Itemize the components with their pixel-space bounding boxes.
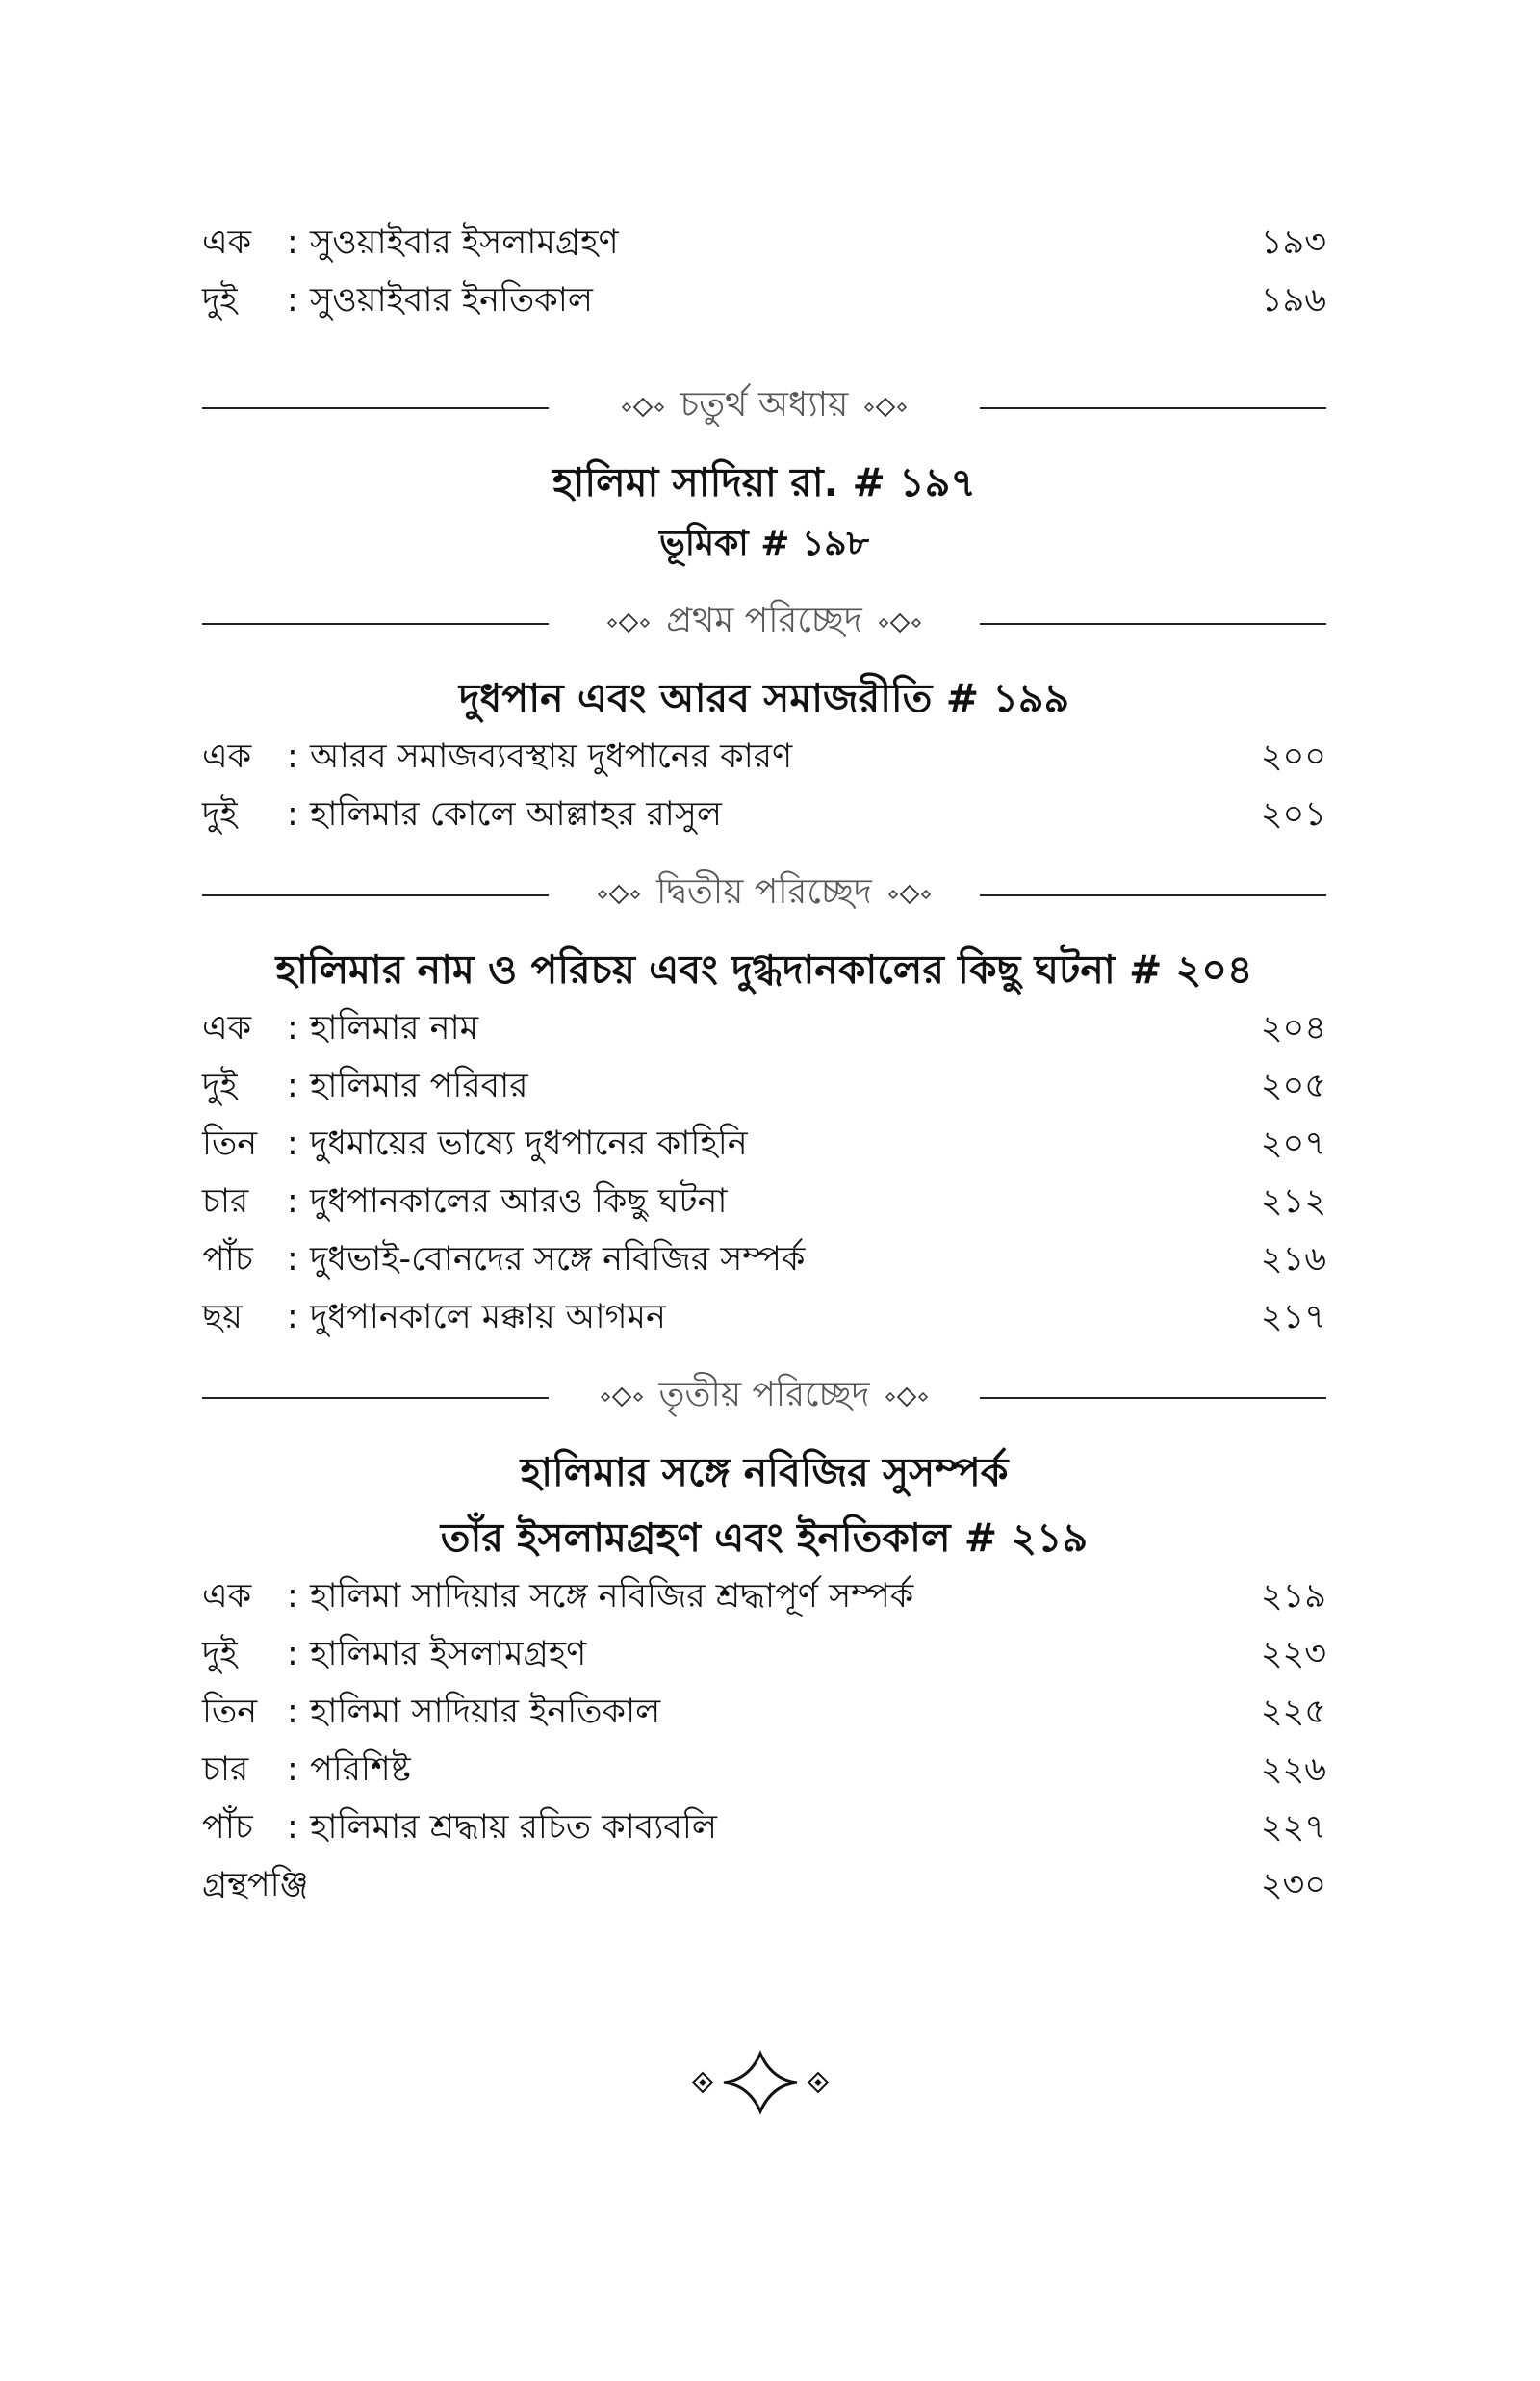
entry-separator: : <box>287 1635 298 1673</box>
entry-page-number: ২০৪ <box>1260 1009 1326 1048</box>
diamond-ornament-icon <box>619 397 667 418</box>
end-ornament-icon <box>674 2049 847 2116</box>
entry-separator: : <box>287 1577 298 1616</box>
entry-title: হালিমার নাম <box>310 1009 479 1048</box>
entry-title: হালিমার পরিবার <box>310 1067 528 1105</box>
entry-page-number: ২২৬ <box>1260 1750 1326 1789</box>
entry-separator: : <box>287 1298 298 1336</box>
entry-ordinal: দুই <box>202 1635 238 1673</box>
entry-page-number: ২১৬ <box>1260 1240 1326 1279</box>
entry-separator: : <box>287 1750 298 1789</box>
entry-ordinal: দুই <box>202 281 238 320</box>
diamond-ornament-icon <box>876 612 924 634</box>
entry-separator: : <box>287 738 298 776</box>
toc-entry-bibliography[interactable] <box>202 1856 1326 1914</box>
diamond-ornament-icon <box>595 884 643 905</box>
entry-separator: : <box>287 1693 298 1731</box>
entry-title: সুওয়াইবার ইনতিকাল <box>310 281 593 320</box>
entry-ordinal: তিন <box>202 1693 258 1731</box>
entry-ordinal: দুই <box>202 795 238 834</box>
chapter-divider <box>202 379 1326 435</box>
entry-separator: : <box>287 1182 298 1221</box>
divider-rule-left <box>202 407 549 409</box>
entry-page-number: ২২৫ <box>1260 1693 1326 1731</box>
entry-separator: : <box>287 795 298 834</box>
entry-page-number: ১৯৩ <box>1260 223 1326 262</box>
section-divider <box>202 595 1326 651</box>
toc-entry[interactable] <box>202 999 1326 1057</box>
entry-ordinal: চার <box>202 1750 249 1789</box>
diamond-ornament-icon <box>883 1386 931 1408</box>
divider-rule-right <box>980 407 1326 409</box>
entry-ordinal: চার <box>202 1182 249 1221</box>
entry-separator: : <box>287 1125 298 1163</box>
chapter-title[interactable]: হালিমা সাদিয়া রা. # ১৯৭ <box>552 459 976 505</box>
entry-ordinal: দুই <box>202 1067 238 1105</box>
entry-title: গ্রন্থপঞ্জি <box>202 1866 309 1904</box>
table-of-contents <box>202 214 1326 1914</box>
toc-entry[interactable] <box>202 1230 1326 1288</box>
section-divider <box>202 1369 1326 1425</box>
entry-title: দুধভাই-বোনদের সঙ্গে নবিজির সম্পর্ক <box>310 1240 806 1279</box>
entry-ordinal: এক <box>202 1009 252 1048</box>
entry-ordinal: তিন <box>202 1125 258 1163</box>
entry-title: পরিশিষ্ট <box>310 1750 411 1789</box>
toc-entry[interactable] <box>202 728 1326 786</box>
toc-entry[interactable] <box>202 1683 1326 1741</box>
entry-separator: : <box>287 1240 298 1279</box>
entry-page-number: ২১৯ <box>1260 1577 1326 1616</box>
entry-title: আরব সমাজব্যবস্থায় দুধপানের কারণ <box>310 738 793 776</box>
chapter-intro[interactable]: ভূমিকা # ১৯৮ <box>658 524 870 563</box>
entry-separator: : <box>287 1009 298 1048</box>
entry-title: হালিমার শ্রদ্ধায় রচিত কাব্যবলি <box>310 1808 717 1847</box>
entry-page-number: ২০১ <box>1260 795 1326 834</box>
divider-rule-left <box>202 894 549 896</box>
entry-ordinal: পাঁচ <box>202 1240 253 1279</box>
diamond-ornament-icon <box>598 1386 646 1408</box>
toc-entry[interactable] <box>202 1799 1326 1856</box>
divider-rule-right <box>980 894 1326 896</box>
entry-separator: : <box>287 223 298 262</box>
diamond-ornament-icon <box>886 884 934 905</box>
section-divider <box>202 867 1326 922</box>
entry-page-number: ২১৭ <box>1260 1298 1326 1336</box>
entry-separator: : <box>287 1808 298 1847</box>
entry-page-number: ২২৩ <box>1260 1635 1326 1673</box>
section-label: তৃতীয় পরিচ্ছেদ <box>658 1375 870 1414</box>
section-title-line-2[interactable]: তাঁর ইসলামগ্রহণ এবং ইনতিকাল # ২১৯ <box>440 1514 1089 1561</box>
entry-page-number: ২০০ <box>1260 738 1326 776</box>
entry-page-number: ২২৭ <box>1260 1808 1326 1847</box>
diamond-ornament-icon <box>604 612 653 634</box>
entry-page-number: ২০৫ <box>1260 1067 1326 1105</box>
section-label: দ্বিতীয় পরিচ্ছেদ <box>656 872 872 912</box>
entry-title: দুধমায়ের ভাষ্যে দুধপানের কাহিনি <box>310 1125 748 1163</box>
entry-title: হালিমা সাদিয়ার সঙ্গে নবিজির শ্রদ্ধাপূর্ণ সম্পর্ক <box>310 1577 914 1616</box>
entry-title: হালিমা সাদিয়ার ইনতিকাল <box>310 1693 661 1731</box>
entry-page-number: ২০৭ <box>1260 1125 1326 1163</box>
entry-title: দুধপানকালের আরও কিছু ঘটনা <box>310 1182 728 1221</box>
section-title[interactable]: দুধপান এবং আরব সমাজরীতি # ১৯৯ <box>458 675 1070 721</box>
section-title[interactable]: হালিমার সঙ্গে নবিজির সুসম্পর্ক <box>520 1449 1009 1495</box>
divider-rule-left <box>202 623 549 625</box>
toc-entry[interactable] <box>202 1173 1326 1230</box>
section-title[interactable]: হালিমার নাম ও পরিচয় এবং দুগ্ধদানকালের কিছু ঘটনা # ২০৪ <box>275 946 1253 993</box>
toc-entry[interactable] <box>202 786 1326 843</box>
toc-entry[interactable] <box>202 214 1326 272</box>
entry-separator: : <box>287 1067 298 1105</box>
entry-page-number: ২৩০ <box>1260 1866 1326 1904</box>
divider-rule-right <box>980 1397 1326 1399</box>
toc-entry[interactable] <box>202 1288 1326 1346</box>
entry-title: হালিমার কোলে আল্লাহর রাসুল <box>310 795 722 834</box>
entry-ordinal: এক <box>202 738 252 776</box>
entry-page-number: ১৯৬ <box>1260 281 1326 320</box>
diamond-ornament-icon <box>861 397 910 418</box>
toc-entry[interactable] <box>202 1057 1326 1115</box>
chapter-label: চতুর্থ অধ্যায় <box>680 385 849 425</box>
entry-separator: : <box>287 281 298 320</box>
entry-ordinal: এক <box>202 223 252 262</box>
entry-title: সুওয়াইবার ইসলামগ্রহণ <box>310 223 619 262</box>
entry-ordinal: ছয় <box>202 1298 243 1336</box>
entry-ordinal: এক <box>202 1577 252 1616</box>
toc-entry[interactable] <box>202 1115 1326 1173</box>
entry-title: হালিমার ইসলামগ্রহণ <box>310 1635 587 1673</box>
toc-entry[interactable] <box>202 1567 1326 1625</box>
entry-page-number: ২১২ <box>1260 1182 1326 1221</box>
toc-entry[interactable] <box>202 1625 1326 1683</box>
toc-entry[interactable] <box>202 272 1326 329</box>
entry-ordinal: পাঁচ <box>202 1808 253 1847</box>
divider-rule-left <box>202 1397 549 1399</box>
entry-title: দুধপানকালে মক্কায় আগমন <box>310 1298 666 1336</box>
section-label: প্রথম পরিচ্ছেদ <box>666 601 862 640</box>
divider-rule-right <box>980 623 1326 625</box>
toc-entry[interactable] <box>202 1741 1326 1799</box>
